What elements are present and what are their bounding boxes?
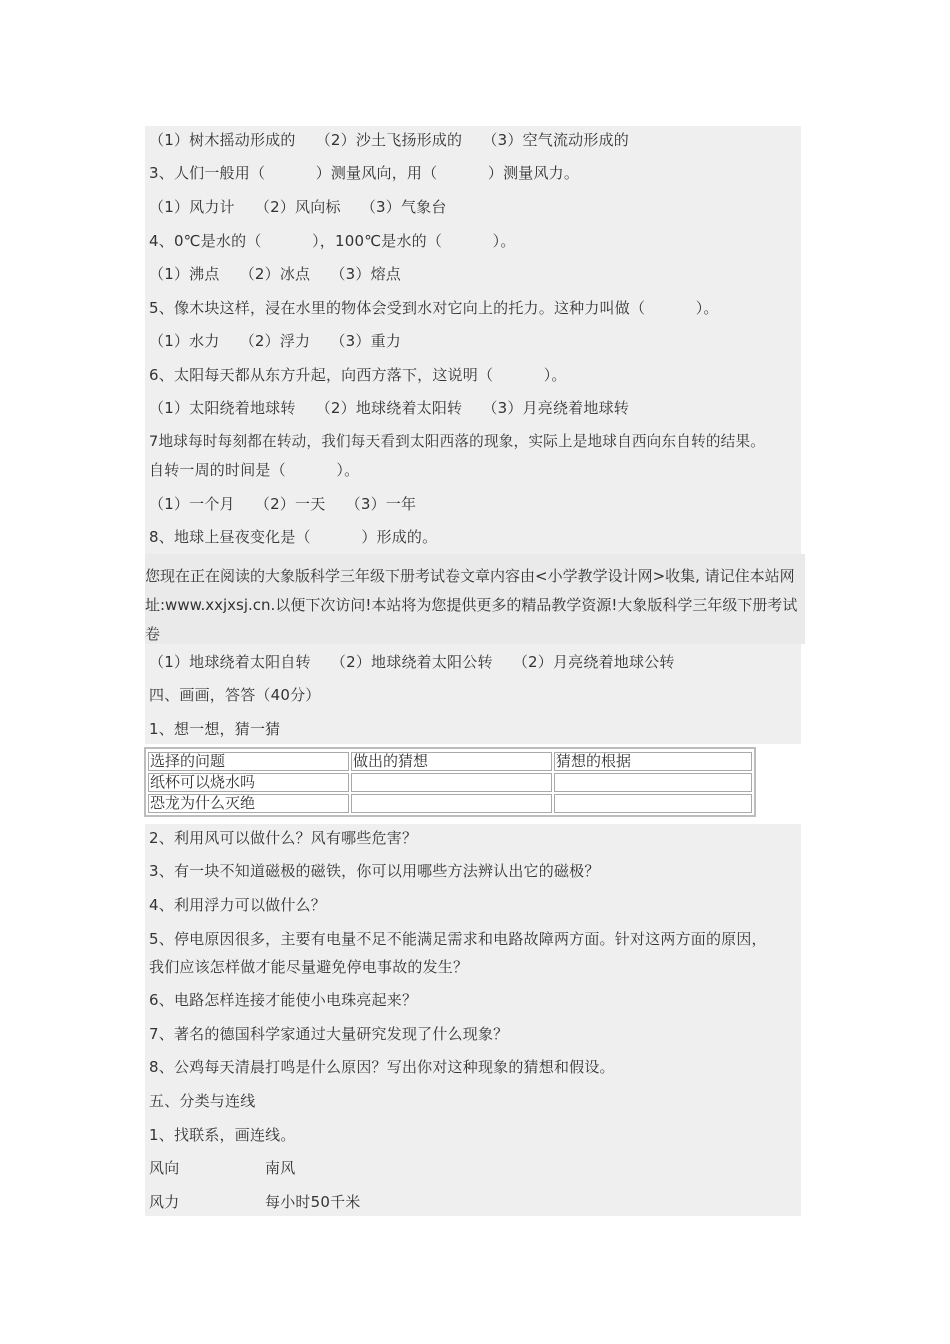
site-notice: 您现在正在阅读的大象版科学三年级下册考试卷文章内容由<小学教学设计网>收集, 请记住本站网址:www.xxjxsj.cn.以便下次访问!本站将为您提供更多的精品教学资源!大象版科学三年级下册考试卷 — [145, 567, 798, 643]
option-line: （1）水力 （2）浮力 （3）重力 — [149, 332, 401, 350]
table-header-cell: 做出的猜想 — [351, 752, 552, 771]
question-line: 5、像木块这样，浸在水里的物体会受到水对它向上的托力。这种力叫做（ ）。 — [149, 299, 719, 317]
question-line: 5、停电原因很多，主要有电量不足不能满足需求和电路故障两方面。针对这两方面的原因， — [149, 930, 767, 948]
guess-table — [144, 747, 756, 817]
question-line: 6、太阳每天都从东方升起，向西方落下，这说明（ ）。 — [149, 366, 567, 384]
section-heading: 四、画画，答答（40分） — [149, 686, 321, 704]
section-heading: 五、分类与连线 — [149, 1092, 256, 1110]
match-right-item[interactable]: 每小时50千米 — [265, 1193, 361, 1211]
table-cell: 恐龙为什么灭绝 — [148, 794, 349, 813]
match-left-item[interactable]: 风力 — [149, 1193, 180, 1211]
question-line: 4、0℃是水的（ ），100℃是水的（ ）。 — [149, 232, 516, 250]
question-line: 3、有一块不知道磁极的磁铁，你可以用哪些方法辨认出它的磁极？ — [149, 862, 600, 880]
table-header-cell: 猜想的根据 — [554, 752, 752, 771]
question-line: 8、公鸡每天清晨打鸣是什么原因？写出你对这种现象的猜想和假设。 — [149, 1058, 615, 1076]
question-line: 6、电路怎样连接才能使小电珠亮起来？ — [149, 991, 418, 1009]
question-line: 2、利用风可以做什么？风有哪些危害？ — [149, 829, 418, 847]
question-line: 4、利用浮力可以做什么？ — [149, 896, 326, 914]
table-cell[interactable] — [554, 794, 752, 813]
table-header-cell: 选择的问题 — [148, 752, 349, 771]
table-cell[interactable] — [554, 773, 752, 792]
question-line: 7、著名的德国科学家通过大量研究发现了什么现象？ — [149, 1025, 509, 1043]
match-left-item[interactable]: 风向 — [149, 1159, 180, 1177]
question-block-bottom — [145, 824, 801, 1216]
question-line: 我们应该怎样做才能尽量避免停电事故的发生？ — [149, 958, 469, 976]
table-cell[interactable] — [351, 773, 552, 792]
question-line: 1、找联系，画连线。 — [149, 1126, 296, 1144]
question-line: 1、想一想，猜一猜 — [149, 720, 281, 738]
question-line: 自转一周的时间是（ ）。 — [149, 461, 360, 479]
table-cell[interactable] — [351, 794, 552, 813]
option-line: （1）一个月 （2）一天 （3）一年 — [149, 495, 417, 513]
question-line: 7地球每时每刻都在转动，我们每天看到太阳西落的现象，实际上是地球自西向东自转的结果。 — [149, 433, 766, 450]
option-line: （1）风力计 （2）风向标 （3）气象台 — [149, 198, 447, 216]
option-line: （1）地球绕着太阳自转 （2）地球绕着太阳公转 （2）月亮绕着地球公转 — [149, 653, 675, 671]
option-line: （1）太阳绕着地球转 （2）地球绕着太阳转 （3）月亮绕着地球转 — [149, 399, 629, 417]
question-line: 8、地球上昼夜变化是（ ）形成的。 — [149, 528, 438, 546]
table-cell: 纸杯可以烧水吗 — [148, 773, 349, 792]
option-line: （1）树木摇动形成的 （2）沙土飞扬形成的 （3）空气流动形成的 — [149, 131, 629, 149]
question-line: 3、人们一般用（ ）测量风向，用（ ）测量风力。 — [149, 164, 580, 182]
option-line: （1）沸点 （2）冰点 （3）熔点 — [149, 265, 401, 283]
match-right-item[interactable]: 南风 — [265, 1159, 296, 1177]
